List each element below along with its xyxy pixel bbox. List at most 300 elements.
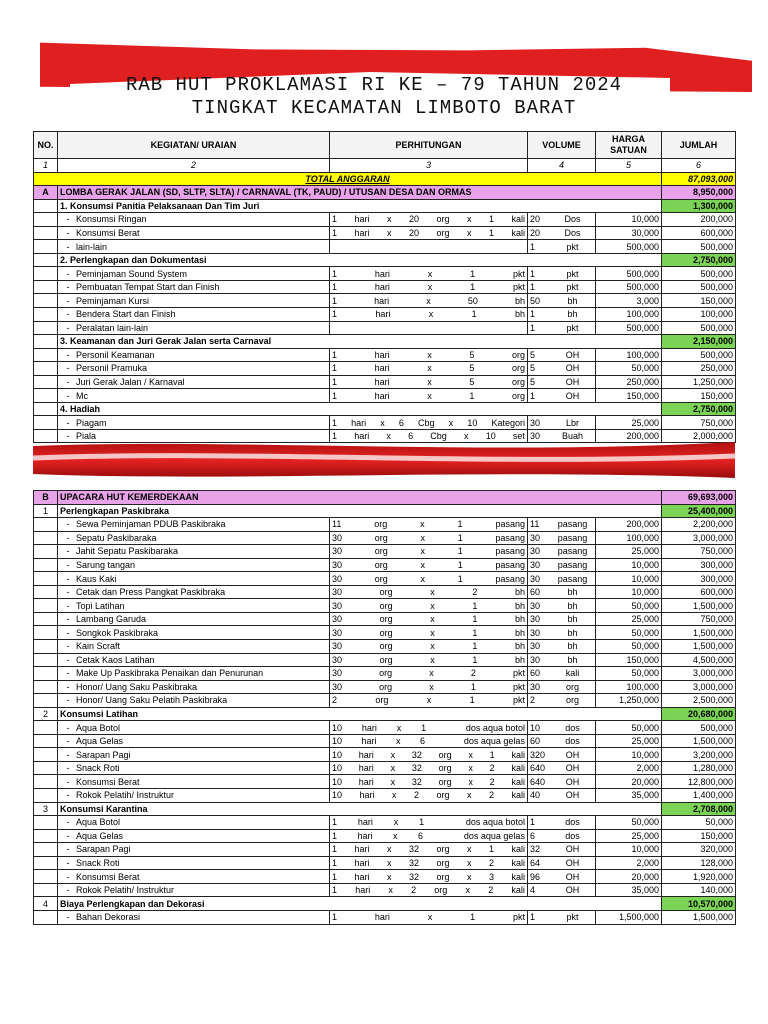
item-price: 1,500,000: [596, 910, 662, 924]
calc-parts: [332, 586, 525, 598]
item-volume-cell: [528, 267, 596, 281]
item-total: 1,500,000: [662, 626, 736, 640]
row-spacer: [34, 640, 58, 654]
volume-parts: [530, 295, 593, 307]
item-volume: 30: [530, 627, 541, 638]
item-name-cell: [58, 240, 330, 254]
calc-part: org: [436, 228, 450, 238]
item-total: 500,000: [662, 240, 736, 254]
table-row: [34, 518, 736, 532]
item-calculation: [330, 734, 528, 748]
calc-part: hari: [374, 349, 390, 360]
volume-parts: [530, 600, 593, 612]
calc-part: 30: [332, 627, 343, 638]
calc-part: 30: [332, 532, 343, 543]
item-calculation: [330, 640, 528, 654]
calc-part: 1: [457, 519, 463, 530]
item-total: 4,500,000: [662, 653, 736, 667]
group-number: 2: [34, 707, 58, 721]
item-volume-cell: [528, 585, 596, 599]
table-row: [34, 640, 736, 654]
item-dash: -: [66, 654, 70, 665]
item-name-cell: [58, 843, 330, 857]
item-volume-cell: [528, 545, 596, 559]
item-unit: bh: [567, 654, 578, 665]
calc-parts: [332, 694, 525, 706]
item-unit: pkt: [566, 241, 579, 252]
calc-part: org: [438, 776, 452, 787]
calc-part: 10: [332, 776, 343, 787]
item-calculation: [330, 775, 528, 789]
calc-part: x: [468, 749, 473, 760]
item-name: Sarapan Pagi: [76, 749, 131, 760]
calc-part: 1: [332, 871, 338, 882]
calc-part: 10: [332, 736, 343, 747]
calc-parts: [332, 362, 525, 374]
item-dash: -: [66, 377, 70, 388]
item-volume: 30: [530, 600, 541, 611]
table-row: [34, 389, 736, 403]
item-dash: -: [66, 817, 70, 828]
item-dash: -: [66, 546, 70, 557]
item-dash: -: [66, 519, 70, 530]
item-unit: OH: [565, 844, 580, 855]
item-price: 500,000: [596, 267, 662, 281]
calc-part: kali: [511, 763, 525, 774]
item-dash: -: [66, 749, 70, 760]
calc-part: 6: [419, 736, 425, 747]
item-calculation: [330, 721, 528, 735]
item-unit: pasang: [557, 519, 588, 530]
item-price: 100,000: [596, 348, 662, 362]
item-price: 2,000: [596, 856, 662, 870]
calc-part: 1: [332, 858, 338, 869]
item-name-cell: [58, 694, 330, 708]
budget-table-top: [33, 131, 736, 443]
calc-part: x: [396, 722, 402, 733]
calc-part: 1: [419, 817, 425, 828]
calc-part: 30: [332, 668, 343, 679]
total-row: [34, 172, 736, 186]
calc-part: 30: [332, 560, 343, 570]
item-total: 2,000,000: [662, 429, 736, 443]
calc-part: x: [466, 228, 472, 238]
volume-parts: [530, 640, 593, 652]
item-unit: org: [565, 681, 579, 692]
item-volume-cell: [528, 721, 596, 735]
item-dash: -: [66, 627, 70, 638]
title-line-1: RAB HUT PROKLAMASI RI KE – 79 TAHUN 2024: [125, 74, 623, 96]
calc-part: 32: [411, 749, 422, 760]
item-name: Piagam: [76, 417, 107, 428]
calc-part: pkt: [512, 268, 525, 279]
calc-part: 1: [332, 417, 338, 428]
item-price: 20,000: [596, 775, 662, 789]
table-row: [34, 280, 736, 294]
calc-part: 1: [332, 885, 338, 896]
calc-part: pasang: [495, 519, 525, 530]
item-total: 140,000: [662, 883, 736, 897]
row-spacer: [34, 572, 58, 586]
table-row: [34, 653, 736, 667]
group-title: Konsumsi Karantina: [58, 802, 662, 816]
item-price: 10,000: [596, 213, 662, 227]
item-total: 100,000: [662, 308, 736, 322]
budget-table-bottom: [33, 490, 736, 925]
item-unit: bh: [567, 295, 578, 306]
calc-part: x: [387, 228, 392, 238]
colnum-1: 1: [34, 159, 58, 173]
calc-part: 1: [457, 546, 463, 557]
volume-parts: [530, 667, 593, 679]
item-calculation: [330, 816, 528, 830]
item-name-cell: [58, 883, 330, 897]
item-name: Peminjaman Kursi: [76, 295, 150, 306]
calc-part: 5: [469, 377, 475, 388]
calc-part: 2: [489, 776, 495, 787]
calc-part: 2: [470, 668, 476, 679]
item-price: 150,000: [596, 389, 662, 403]
item-name: Sepatu Paskibaraka: [76, 532, 157, 543]
calc-part: 1: [332, 363, 338, 374]
volume-parts: [530, 681, 593, 693]
item-total: 250,000: [662, 362, 736, 376]
item-volume: 30: [530, 560, 541, 570]
item-volume-cell: [528, 843, 596, 857]
item-volume: 4: [530, 885, 536, 896]
item-total: 500,000: [662, 321, 736, 335]
calc-part: 2: [472, 587, 478, 598]
item-dash: -: [66, 532, 70, 543]
calc-parts: [332, 857, 525, 869]
item-dash: -: [66, 912, 70, 923]
calc-parts: [332, 789, 525, 801]
item-volume: 32: [530, 844, 541, 855]
calc-part: 5: [469, 363, 475, 374]
item-unit: pkt: [566, 268, 579, 279]
calc-part: bh: [514, 654, 525, 665]
item-volume: 30: [530, 614, 541, 625]
item-dash: -: [66, 668, 70, 679]
calc-part: 1: [332, 377, 338, 388]
calc-parts: [332, 600, 525, 612]
header-jumlah: JUMLAH: [662, 132, 736, 159]
item-name: Bendera Start dan Finish: [76, 309, 176, 320]
calc-part: kali: [511, 776, 525, 787]
calc-part: pkt: [512, 695, 525, 706]
item-name-cell: [58, 870, 330, 884]
calc-parts: [332, 518, 525, 530]
document-title: [0, 74, 768, 120]
row-spacer: [34, 653, 58, 667]
item-volume: 30: [530, 681, 541, 692]
calc-part: 1: [471, 309, 477, 320]
calc-part: kali: [511, 228, 525, 238]
item-dash: -: [66, 268, 70, 279]
table-row: [34, 734, 736, 748]
header-no: NO.: [34, 132, 58, 159]
item-price: 3,000: [596, 294, 662, 308]
calc-part: bh: [514, 627, 525, 638]
item-name: Jahit Sepatu Paskibaraka: [76, 546, 179, 557]
volume-parts: [530, 586, 593, 598]
header-perhitungan: PERHITUNGAN: [330, 132, 528, 159]
row-spacer: [34, 694, 58, 708]
item-name-cell: [58, 748, 330, 762]
calc-part: 1: [470, 681, 476, 692]
calc-part: pkt: [512, 668, 525, 679]
item-price: 500,000: [596, 321, 662, 335]
calc-part: 11: [332, 519, 342, 530]
calc-part: org: [379, 627, 393, 638]
calc-part: x: [392, 790, 397, 801]
calc-part: hari: [355, 885, 371, 896]
calc-parts: [332, 417, 525, 429]
item-volume: 1: [530, 309, 536, 320]
item-calculation: [330, 829, 528, 843]
item-unit: OH: [565, 377, 580, 388]
row-spacer: [34, 348, 58, 362]
item-volume-cell: [528, 389, 596, 403]
row-spacer: [34, 599, 58, 613]
item-volume-cell: [528, 599, 596, 613]
calc-part: 1: [332, 912, 338, 923]
item-total: 600,000: [662, 585, 736, 599]
item-name: Peralatan lain-lain: [76, 322, 149, 333]
item-price: 150,000: [596, 653, 662, 667]
table-row: [34, 626, 736, 640]
item-dash: -: [66, 322, 70, 333]
total-label: TOTAL ANGGARAN: [34, 172, 662, 186]
calc-part: 32: [408, 844, 419, 855]
item-volume-cell: [528, 213, 596, 227]
table-row: [34, 775, 736, 789]
table-row: [34, 789, 736, 803]
row-spacer: [34, 226, 58, 240]
calc-part: org: [379, 614, 393, 625]
item-unit: bh: [567, 587, 578, 598]
item-total: 1,920,000: [662, 870, 736, 884]
item-calculation: [330, 667, 528, 681]
item-volume-cell: [528, 653, 596, 667]
calc-part: 1: [472, 627, 478, 638]
calc-part: x: [420, 519, 425, 530]
row-spacer: [34, 843, 58, 857]
calc-part: dos aqua botol: [465, 817, 525, 828]
volume-parts: [530, 390, 593, 402]
row-spacer: [34, 856, 58, 870]
item-dash: -: [66, 871, 70, 882]
calc-parts: [332, 654, 525, 666]
calc-part: pasang: [495, 546, 525, 557]
table-row: [34, 816, 736, 830]
calc-part: 30: [332, 641, 343, 652]
item-name-cell: [58, 640, 330, 654]
calc-part: hari: [354, 228, 370, 238]
calc-part: pasang: [495, 560, 525, 570]
item-volume: 320: [530, 749, 546, 760]
calc-part: 1: [332, 214, 338, 225]
calc-part: kali: [511, 858, 525, 869]
item-unit: bh: [567, 600, 578, 611]
item-calculation: [330, 558, 528, 572]
calc-part: 3: [488, 871, 494, 882]
item-calculation: [330, 694, 528, 708]
item-dash: -: [66, 282, 70, 293]
group-title: Perlengkapan Paskibraka: [58, 504, 662, 518]
item-unit: bh: [567, 309, 578, 320]
calc-part: pkt: [512, 912, 525, 923]
item-total: 150,000: [662, 294, 736, 308]
item-total: 600,000: [662, 226, 736, 240]
calc-part: 10: [332, 749, 343, 760]
calc-part: org: [379, 654, 393, 665]
item-dash: -: [66, 573, 70, 584]
calc-part: set: [512, 431, 525, 442]
table-row: [34, 545, 736, 559]
calc-part: x: [430, 641, 435, 652]
calc-part: 1: [332, 844, 338, 855]
calc-part: org: [379, 641, 393, 652]
item-calculation: [330, 883, 528, 897]
volume-parts: [530, 789, 593, 801]
item-dash: -: [66, 614, 70, 625]
item-calculation: [330, 856, 528, 870]
calc-part: x: [420, 532, 425, 543]
item-calculation: [330, 375, 528, 389]
calc-parts: [332, 308, 525, 320]
item-calculation: [330, 910, 528, 924]
calc-part: 30: [332, 546, 343, 557]
item-unit: dos: [565, 736, 580, 747]
item-name: Piala: [76, 431, 97, 442]
item-unit: Dos: [564, 228, 581, 238]
item-volume: 50: [530, 295, 541, 306]
calc-part: 32: [408, 858, 419, 869]
item-volume: 30: [530, 532, 541, 543]
item-price: 100,000: [596, 680, 662, 694]
item-price: 100,000: [596, 531, 662, 545]
item-name-cell: [58, 910, 330, 924]
item-price: 200,000: [596, 429, 662, 443]
volume-parts: [530, 749, 593, 761]
item-name: Rokok Pelatih/ Instruktur: [76, 790, 175, 801]
group-value: 10,570,000: [662, 897, 736, 911]
calc-parts: [332, 559, 525, 571]
table-header-row: [34, 132, 736, 159]
calc-parts: [332, 227, 525, 239]
colnum-3: 3: [330, 159, 528, 173]
volume-parts: [530, 722, 593, 734]
group-row: [34, 253, 736, 267]
calc-part: hari: [358, 763, 374, 774]
group-value: 2,750,000: [662, 402, 736, 416]
item-volume-cell: [528, 870, 596, 884]
item-name: Honor/ Uang Saku Pelatih Paskibraka: [76, 695, 228, 706]
calc-part: bh: [514, 641, 525, 652]
item-unit: OH: [565, 763, 580, 774]
item-total: 1,500,000: [662, 910, 736, 924]
calc-part: 1: [332, 295, 338, 306]
group-value: 2,750,000: [662, 253, 736, 267]
item-volume-cell: [528, 883, 596, 897]
item-name: Lambang Garuda: [76, 614, 147, 625]
item-price: 1,250,000: [596, 694, 662, 708]
item-calculation: [330, 240, 528, 254]
calc-part: hari: [357, 817, 373, 828]
calc-part: x: [427, 349, 432, 360]
volume-parts: [530, 816, 593, 828]
calc-part: org: [438, 749, 452, 760]
item-price: 100,000: [596, 308, 662, 322]
item-volume-cell: [528, 531, 596, 545]
item-total: 200,000: [662, 213, 736, 227]
calc-part: 10: [332, 790, 343, 801]
item-volume-cell: [528, 348, 596, 362]
group-number: 3: [34, 802, 58, 816]
item-volume-cell: [528, 640, 596, 654]
header-kegiatan: KEGIATAN/ URAIAN: [58, 132, 330, 159]
item-calculation: [330, 870, 528, 884]
item-volume-cell: [528, 856, 596, 870]
item-unit: OH: [565, 390, 580, 401]
volume-parts: [530, 532, 593, 544]
calc-part: hari: [354, 871, 370, 882]
item-total: 320,000: [662, 843, 736, 857]
item-unit: OH: [565, 858, 580, 869]
row-spacer: [34, 321, 58, 335]
item-volume: 30: [530, 641, 541, 652]
table-row: [34, 748, 736, 762]
calc-part: x: [427, 912, 433, 923]
volume-parts: [530, 830, 593, 842]
item-unit: OH: [565, 363, 580, 374]
calc-part: 1: [472, 600, 478, 611]
calc-part: hari: [361, 722, 377, 733]
section-row: [34, 186, 736, 200]
calc-part: 10: [485, 431, 496, 442]
item-total: 1,500,000: [662, 734, 736, 748]
row-spacer: [34, 612, 58, 626]
calc-part: 50: [467, 295, 478, 306]
row-spacer: [34, 518, 58, 532]
item-name-cell: [58, 789, 330, 803]
calc-part: Cbg: [418, 417, 435, 428]
item-dash: -: [66, 830, 70, 841]
calc-part: x: [427, 268, 433, 279]
row-spacer: [34, 545, 58, 559]
group-title: 2. Perlengkapan dan Dokumentasi: [58, 253, 662, 267]
calc-part: org: [436, 858, 450, 869]
item-total: 500,000: [662, 721, 736, 735]
item-volume: 1: [530, 241, 536, 252]
calc-part: x: [387, 858, 392, 869]
item-total: 1,400,000: [662, 789, 736, 803]
calc-part: pasang: [495, 573, 525, 584]
item-volume-cell: [528, 910, 596, 924]
item-total: 3,200,000: [662, 748, 736, 762]
calc-part: org: [374, 560, 388, 570]
item-volume: 30: [530, 573, 541, 584]
calc-part: x: [429, 668, 434, 679]
item-price: 25,000: [596, 612, 662, 626]
calc-part: x: [468, 763, 473, 774]
calc-part: x: [427, 282, 433, 293]
group-value: 2,708,000: [662, 802, 736, 816]
item-dash: -: [66, 858, 70, 869]
calc-part: 30: [332, 573, 343, 584]
title-line-2: TINGKAT KECAMATAN LIMBOTO BARAT: [191, 97, 577, 119]
